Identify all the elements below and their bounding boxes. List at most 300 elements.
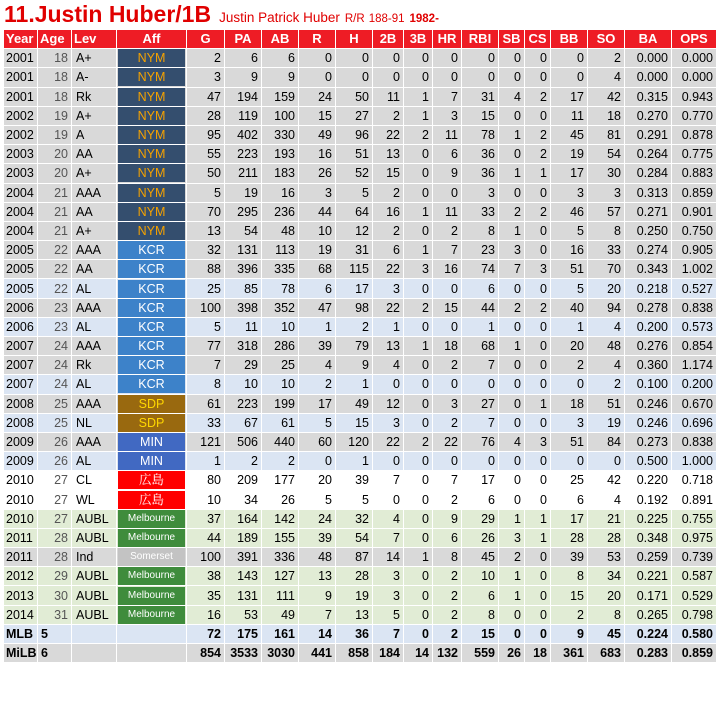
cell-3b: 0 xyxy=(404,164,433,183)
cell-ba: 0.246 xyxy=(625,394,672,413)
cell-h: 52 xyxy=(336,164,373,183)
cell-age: 20 xyxy=(38,145,72,164)
cell-hr: 7 xyxy=(433,241,462,260)
cell-hr: 2 xyxy=(433,586,462,605)
cell-age: 23 xyxy=(38,317,72,336)
cell-3b: 0 xyxy=(404,49,433,68)
cell-2b: 14 xyxy=(373,548,404,567)
team-badge: KCR xyxy=(118,318,185,336)
cell-sb: 0 xyxy=(499,49,525,68)
cell-3b: 0 xyxy=(404,68,433,87)
cell-rbi: 15 xyxy=(462,106,499,125)
cell-cs: 2 xyxy=(525,125,551,144)
cell-3b: 0 xyxy=(404,471,433,490)
cell-age: 18 xyxy=(38,49,72,68)
team-badge: KCR xyxy=(118,280,185,298)
column-header-sb: SB xyxy=(499,30,525,49)
cell-2b: 5 xyxy=(373,605,404,624)
cell-cs: 2 xyxy=(525,202,551,221)
cell-so: 28 xyxy=(588,528,625,547)
cell-rbi: 8 xyxy=(462,605,499,624)
cell-cs: 0 xyxy=(525,356,551,375)
cell-g: 95 xyxy=(187,125,225,144)
cell-lev: AAA xyxy=(72,241,117,260)
cell-pa: 164 xyxy=(225,509,262,528)
cell-pa: 175 xyxy=(225,624,262,643)
cell-ab: 16 xyxy=(262,183,299,202)
cell-pa: 29 xyxy=(225,356,262,375)
cell-2b: 16 xyxy=(373,202,404,221)
cell-ab: 2 xyxy=(262,452,299,471)
cell-ab: 142 xyxy=(262,509,299,528)
cell-lev: AL xyxy=(72,279,117,298)
team-badge: NYM xyxy=(118,107,185,125)
cell-age: 28 xyxy=(38,548,72,567)
cell-ba: 0.315 xyxy=(625,87,672,106)
cell-sb: 0 xyxy=(499,394,525,413)
cell-ab: 159 xyxy=(262,87,299,106)
table-row xyxy=(4,183,717,202)
cell-year: 2013 xyxy=(4,586,38,605)
cell-so: 4 xyxy=(588,490,625,509)
team-badge: Melbourne xyxy=(118,529,185,547)
cell-year: 2006 xyxy=(4,298,38,317)
cell-hr: 16 xyxy=(433,260,462,279)
cell-rbi: 7 xyxy=(462,356,499,375)
cell-pa: 295 xyxy=(225,202,262,221)
cell-year: 2007 xyxy=(4,375,38,394)
column-header-pa: PA xyxy=(225,30,262,49)
cell-bb: 45 xyxy=(551,125,588,144)
cell-bb: 5 xyxy=(551,279,588,298)
table-row xyxy=(4,145,717,164)
cell-r: 16 xyxy=(299,145,336,164)
cell-age: 26 xyxy=(38,452,72,471)
cell-r: 47 xyxy=(299,298,336,317)
cell-so: 683 xyxy=(588,644,625,663)
cell-pa: 67 xyxy=(225,413,262,432)
cell-h: 0 xyxy=(336,68,373,87)
cell-pa: 131 xyxy=(225,241,262,260)
cell-rbi: 17 xyxy=(462,471,499,490)
team-badge: 広島 xyxy=(118,471,185,489)
cell-rbi: 6 xyxy=(462,490,499,509)
cell-2b: 2 xyxy=(373,183,404,202)
cell-sb: 0 xyxy=(499,279,525,298)
cell-aff xyxy=(117,452,187,471)
cell-pa: 318 xyxy=(225,337,262,356)
cell-so: 84 xyxy=(588,432,625,451)
cell-h: 9 xyxy=(336,356,373,375)
cell-bb: 17 xyxy=(551,87,588,106)
cell-sb: 0 xyxy=(499,183,525,202)
cell-3b: 0 xyxy=(404,145,433,164)
cell-sb: 0 xyxy=(499,452,525,471)
cell-lev xyxy=(72,624,117,643)
cell-r: 1 xyxy=(299,317,336,336)
cell-ba: 0.100 xyxy=(625,375,672,394)
cell-rbi: 44 xyxy=(462,298,499,317)
cell-lev xyxy=(72,644,117,663)
cell-hr: 0 xyxy=(433,452,462,471)
cell-aff xyxy=(117,337,187,356)
cell-h: 5 xyxy=(336,183,373,202)
cell-r: 0 xyxy=(299,452,336,471)
cell-g: 80 xyxy=(187,471,225,490)
cell-ops: 0.000 xyxy=(672,49,717,68)
cell-lev: AAA xyxy=(72,298,117,317)
cell-sb: 0 xyxy=(499,106,525,125)
cell-year: 2011 xyxy=(4,528,38,547)
cell-bb: 17 xyxy=(551,164,588,183)
cell-so: 20 xyxy=(588,279,625,298)
cell-rbi: 36 xyxy=(462,164,499,183)
cell-sb: 1 xyxy=(499,567,525,586)
player-born: 1982- xyxy=(409,13,439,25)
cell-cs: 1 xyxy=(525,528,551,547)
cell-ops: 0.739 xyxy=(672,548,717,567)
cell-ba: 0.250 xyxy=(625,221,672,240)
cell-g: 1 xyxy=(187,452,225,471)
cell-g: 121 xyxy=(187,432,225,451)
cell-lev: AAA xyxy=(72,337,117,356)
cell-hr: 132 xyxy=(433,644,462,663)
cell-ab: 177 xyxy=(262,471,299,490)
cell-g: 38 xyxy=(187,567,225,586)
cell-hr: 2 xyxy=(433,605,462,624)
cell-ab: 127 xyxy=(262,567,299,586)
cell-age: 20 xyxy=(38,164,72,183)
cell-bb: 9 xyxy=(551,624,588,643)
cell-aff xyxy=(117,183,187,202)
team-badge: SDP xyxy=(118,414,185,432)
table-row xyxy=(4,375,717,394)
cell-year: 2006 xyxy=(4,317,38,336)
cell-pa: 506 xyxy=(225,432,262,451)
column-header-hr: HR xyxy=(433,30,462,49)
cell-rbi: 6 xyxy=(462,279,499,298)
cell-rbi: 33 xyxy=(462,202,499,221)
cell-age: 31 xyxy=(38,605,72,624)
cell-cs: 18 xyxy=(525,644,551,663)
cell-so: 2 xyxy=(588,375,625,394)
cell-cs: 0 xyxy=(525,49,551,68)
cell-3b: 0 xyxy=(404,317,433,336)
cell-so: 48 xyxy=(588,337,625,356)
cell-lev: AUBL xyxy=(72,567,117,586)
cell-2b: 22 xyxy=(373,432,404,451)
player-physical: 188-91 xyxy=(368,13,405,25)
cell-cs: 0 xyxy=(525,452,551,471)
cell-lev: A- xyxy=(72,68,117,87)
cell-aff xyxy=(117,87,187,106)
cell-bb: 25 xyxy=(551,471,588,490)
cell-so: 42 xyxy=(588,471,625,490)
table-row xyxy=(4,432,717,451)
cell-rbi: 78 xyxy=(462,125,499,144)
cell-2b: 0 xyxy=(373,375,404,394)
team-badge xyxy=(118,625,185,643)
cell-cs: 0 xyxy=(525,490,551,509)
cell-sb: 3 xyxy=(499,241,525,260)
cell-ops: 0.529 xyxy=(672,586,717,605)
cell-cs: 0 xyxy=(525,586,551,605)
cell-g: 854 xyxy=(187,644,225,663)
cell-aff xyxy=(117,202,187,221)
cell-ops: 0.775 xyxy=(672,145,717,164)
cell-3b: 2 xyxy=(404,125,433,144)
cell-r: 17 xyxy=(299,394,336,413)
cell-bb: 39 xyxy=(551,548,588,567)
cell-r: 15 xyxy=(299,106,336,125)
cell-sb: 1 xyxy=(499,509,525,528)
cell-year: 2014 xyxy=(4,605,38,624)
cell-pa: 391 xyxy=(225,548,262,567)
cell-age: 25 xyxy=(38,394,72,413)
cell-ops: 0.755 xyxy=(672,509,717,528)
cell-ab: 10 xyxy=(262,375,299,394)
cell-sb: 1 xyxy=(499,164,525,183)
cell-cs: 0 xyxy=(525,106,551,125)
cell-aff xyxy=(117,260,187,279)
cell-g: 70 xyxy=(187,202,225,221)
cell-hr: 0 xyxy=(433,49,462,68)
column-header-3b: 3B xyxy=(404,30,433,49)
cell-ba: 0.265 xyxy=(625,605,672,624)
cell-ab: 161 xyxy=(262,624,299,643)
cell-ba: 0.360 xyxy=(625,356,672,375)
cell-ops: 0.859 xyxy=(672,183,717,202)
cell-g: 32 xyxy=(187,241,225,260)
cell-2b: 4 xyxy=(373,509,404,528)
cell-h: 27 xyxy=(336,106,373,125)
cell-cs: 0 xyxy=(525,567,551,586)
column-header-r: R xyxy=(299,30,336,49)
cell-age: 24 xyxy=(38,375,72,394)
cell-ops: 0.000 xyxy=(672,68,717,87)
cell-2b: 2 xyxy=(373,106,404,125)
cell-year: 2003 xyxy=(4,164,38,183)
cell-rbi: 7 xyxy=(462,413,499,432)
cell-lev: A+ xyxy=(72,106,117,125)
team-badge: NYM xyxy=(118,126,185,144)
cell-sb: 1 xyxy=(499,125,525,144)
cell-year: 2002 xyxy=(4,125,38,144)
cell-bb: 3 xyxy=(551,413,588,432)
cell-g: 72 xyxy=(187,624,225,643)
cell-pa: 223 xyxy=(225,145,262,164)
cell-aff xyxy=(117,375,187,394)
cell-so: 30 xyxy=(588,164,625,183)
cell-hr: 9 xyxy=(433,509,462,528)
cell-ops: 0.798 xyxy=(672,605,717,624)
cell-g: 50 xyxy=(187,164,225,183)
cell-aff xyxy=(117,413,187,432)
table-row xyxy=(4,471,717,490)
cell-ab: 183 xyxy=(262,164,299,183)
team-badge: NYM xyxy=(118,164,185,182)
team-badge: 広島 xyxy=(118,491,185,509)
team-badge: NYM xyxy=(118,222,185,240)
cell-year: MiLB xyxy=(4,644,38,663)
cell-cs: 0 xyxy=(525,548,551,567)
cell-ab: 352 xyxy=(262,298,299,317)
cell-sb: 0 xyxy=(499,375,525,394)
cell-ops: 0.838 xyxy=(672,432,717,451)
cell-rbi: 0 xyxy=(462,68,499,87)
cell-age: 21 xyxy=(38,202,72,221)
team-badge: KCR xyxy=(118,356,185,374)
cell-g: 61 xyxy=(187,394,225,413)
cell-hr: 0 xyxy=(433,279,462,298)
cell-r: 5 xyxy=(299,490,336,509)
cell-2b: 22 xyxy=(373,298,404,317)
cell-h: 13 xyxy=(336,605,373,624)
cell-hr: 7 xyxy=(433,87,462,106)
cell-r: 39 xyxy=(299,337,336,356)
cell-lev: AUBL xyxy=(72,586,117,605)
cell-age: 28 xyxy=(38,528,72,547)
cell-2b: 7 xyxy=(373,624,404,643)
cell-hr: 6 xyxy=(433,145,462,164)
cell-sb: 3 xyxy=(499,528,525,547)
cell-age: 21 xyxy=(38,183,72,202)
cell-hr: 2 xyxy=(433,567,462,586)
cell-r: 26 xyxy=(299,164,336,183)
cell-hr: 3 xyxy=(433,394,462,413)
cell-bb: 8 xyxy=(551,567,588,586)
player-title: 11.Justin Huber/1B xyxy=(4,1,212,27)
cell-ab: 61 xyxy=(262,413,299,432)
cell-3b: 0 xyxy=(404,279,433,298)
cell-cs: 2 xyxy=(525,298,551,317)
cell-aff xyxy=(117,241,187,260)
cell-pa: 189 xyxy=(225,528,262,547)
cell-bb: 0 xyxy=(551,452,588,471)
cell-ba: 0.271 xyxy=(625,202,672,221)
cell-ba: 0.273 xyxy=(625,432,672,451)
cell-year: 2009 xyxy=(4,432,38,451)
cell-so: 18 xyxy=(588,106,625,125)
cell-age: 27 xyxy=(38,490,72,509)
table-row xyxy=(4,567,717,586)
cell-rbi: 8 xyxy=(462,221,499,240)
cell-year: 2003 xyxy=(4,145,38,164)
cell-ba: 0.259 xyxy=(625,548,672,567)
cell-sb: 0 xyxy=(499,605,525,624)
cell-pa: 223 xyxy=(225,394,262,413)
cell-ops: 0.750 xyxy=(672,221,717,240)
cell-cs: 0 xyxy=(525,317,551,336)
cell-age: 21 xyxy=(38,221,72,240)
cell-h: 32 xyxy=(336,509,373,528)
column-header-g: G xyxy=(187,30,225,49)
cell-bb: 0 xyxy=(551,68,588,87)
cell-year: 2004 xyxy=(4,202,38,221)
cell-h: 28 xyxy=(336,567,373,586)
cell-age: 18 xyxy=(38,68,72,87)
cell-2b: 22 xyxy=(373,125,404,144)
cell-aff xyxy=(117,356,187,375)
cell-sb: 4 xyxy=(499,432,525,451)
cell-lev: AAA xyxy=(72,432,117,451)
cell-pa: 10 xyxy=(225,375,262,394)
team-badge xyxy=(118,644,185,662)
cell-pa: 3533 xyxy=(225,644,262,663)
cell-r: 0 xyxy=(299,68,336,87)
cell-so: 4 xyxy=(588,68,625,87)
team-badge: KCR xyxy=(118,299,185,317)
table-row xyxy=(4,337,717,356)
cell-sb: 0 xyxy=(499,624,525,643)
cell-2b: 0 xyxy=(373,452,404,471)
cell-3b: 0 xyxy=(404,375,433,394)
cell-pa: 143 xyxy=(225,567,262,586)
cell-bb: 15 xyxy=(551,586,588,605)
column-header-year: Year xyxy=(4,30,38,49)
team-badge: NYM xyxy=(118,68,185,86)
cell-ba: 0.221 xyxy=(625,567,672,586)
cell-rbi: 10 xyxy=(462,567,499,586)
cell-g: 8 xyxy=(187,375,225,394)
cell-ab: 9 xyxy=(262,68,299,87)
cell-bb: 1 xyxy=(551,317,588,336)
column-header-lev: Lev xyxy=(72,30,117,49)
column-header-aff: Aff xyxy=(117,30,187,49)
cell-h: 858 xyxy=(336,644,373,663)
cell-rbi: 68 xyxy=(462,337,499,356)
cell-bb: 19 xyxy=(551,145,588,164)
cell-ab: 236 xyxy=(262,202,299,221)
cell-rbi: 1 xyxy=(462,317,499,336)
cell-3b: 0 xyxy=(404,221,433,240)
cell-age: 22 xyxy=(38,279,72,298)
cell-ab: 113 xyxy=(262,241,299,260)
cell-g: 37 xyxy=(187,509,225,528)
cell-so: 53 xyxy=(588,548,625,567)
cell-r: 7 xyxy=(299,605,336,624)
cell-lev: A+ xyxy=(72,221,117,240)
cell-ab: 111 xyxy=(262,586,299,605)
cell-g: 10 xyxy=(187,490,225,509)
cell-bb: 2 xyxy=(551,605,588,624)
cell-rbi: 26 xyxy=(462,528,499,547)
cell-cs: 1 xyxy=(525,164,551,183)
table-row xyxy=(4,68,717,87)
table-row xyxy=(4,413,717,432)
cell-ops: 0.854 xyxy=(672,337,717,356)
team-badge: Melbourne xyxy=(118,587,185,605)
cell-hr: 11 xyxy=(433,125,462,144)
cell-g: 77 xyxy=(187,337,225,356)
cell-aff xyxy=(117,49,187,68)
cell-so: 8 xyxy=(588,605,625,624)
cell-age: 22 xyxy=(38,260,72,279)
cell-age: 6 xyxy=(38,644,72,663)
cell-sb: 1 xyxy=(499,221,525,240)
cell-r: 441 xyxy=(299,644,336,663)
cell-ab: 6 xyxy=(262,49,299,68)
cell-aff xyxy=(117,145,187,164)
cell-year: 2005 xyxy=(4,241,38,260)
cell-r: 39 xyxy=(299,528,336,547)
cell-3b: 0 xyxy=(404,605,433,624)
cell-age: 18 xyxy=(38,87,72,106)
cell-cs: 0 xyxy=(525,279,551,298)
cell-ops: 0.718 xyxy=(672,471,717,490)
cell-3b: 1 xyxy=(404,241,433,260)
cell-r: 24 xyxy=(299,509,336,528)
